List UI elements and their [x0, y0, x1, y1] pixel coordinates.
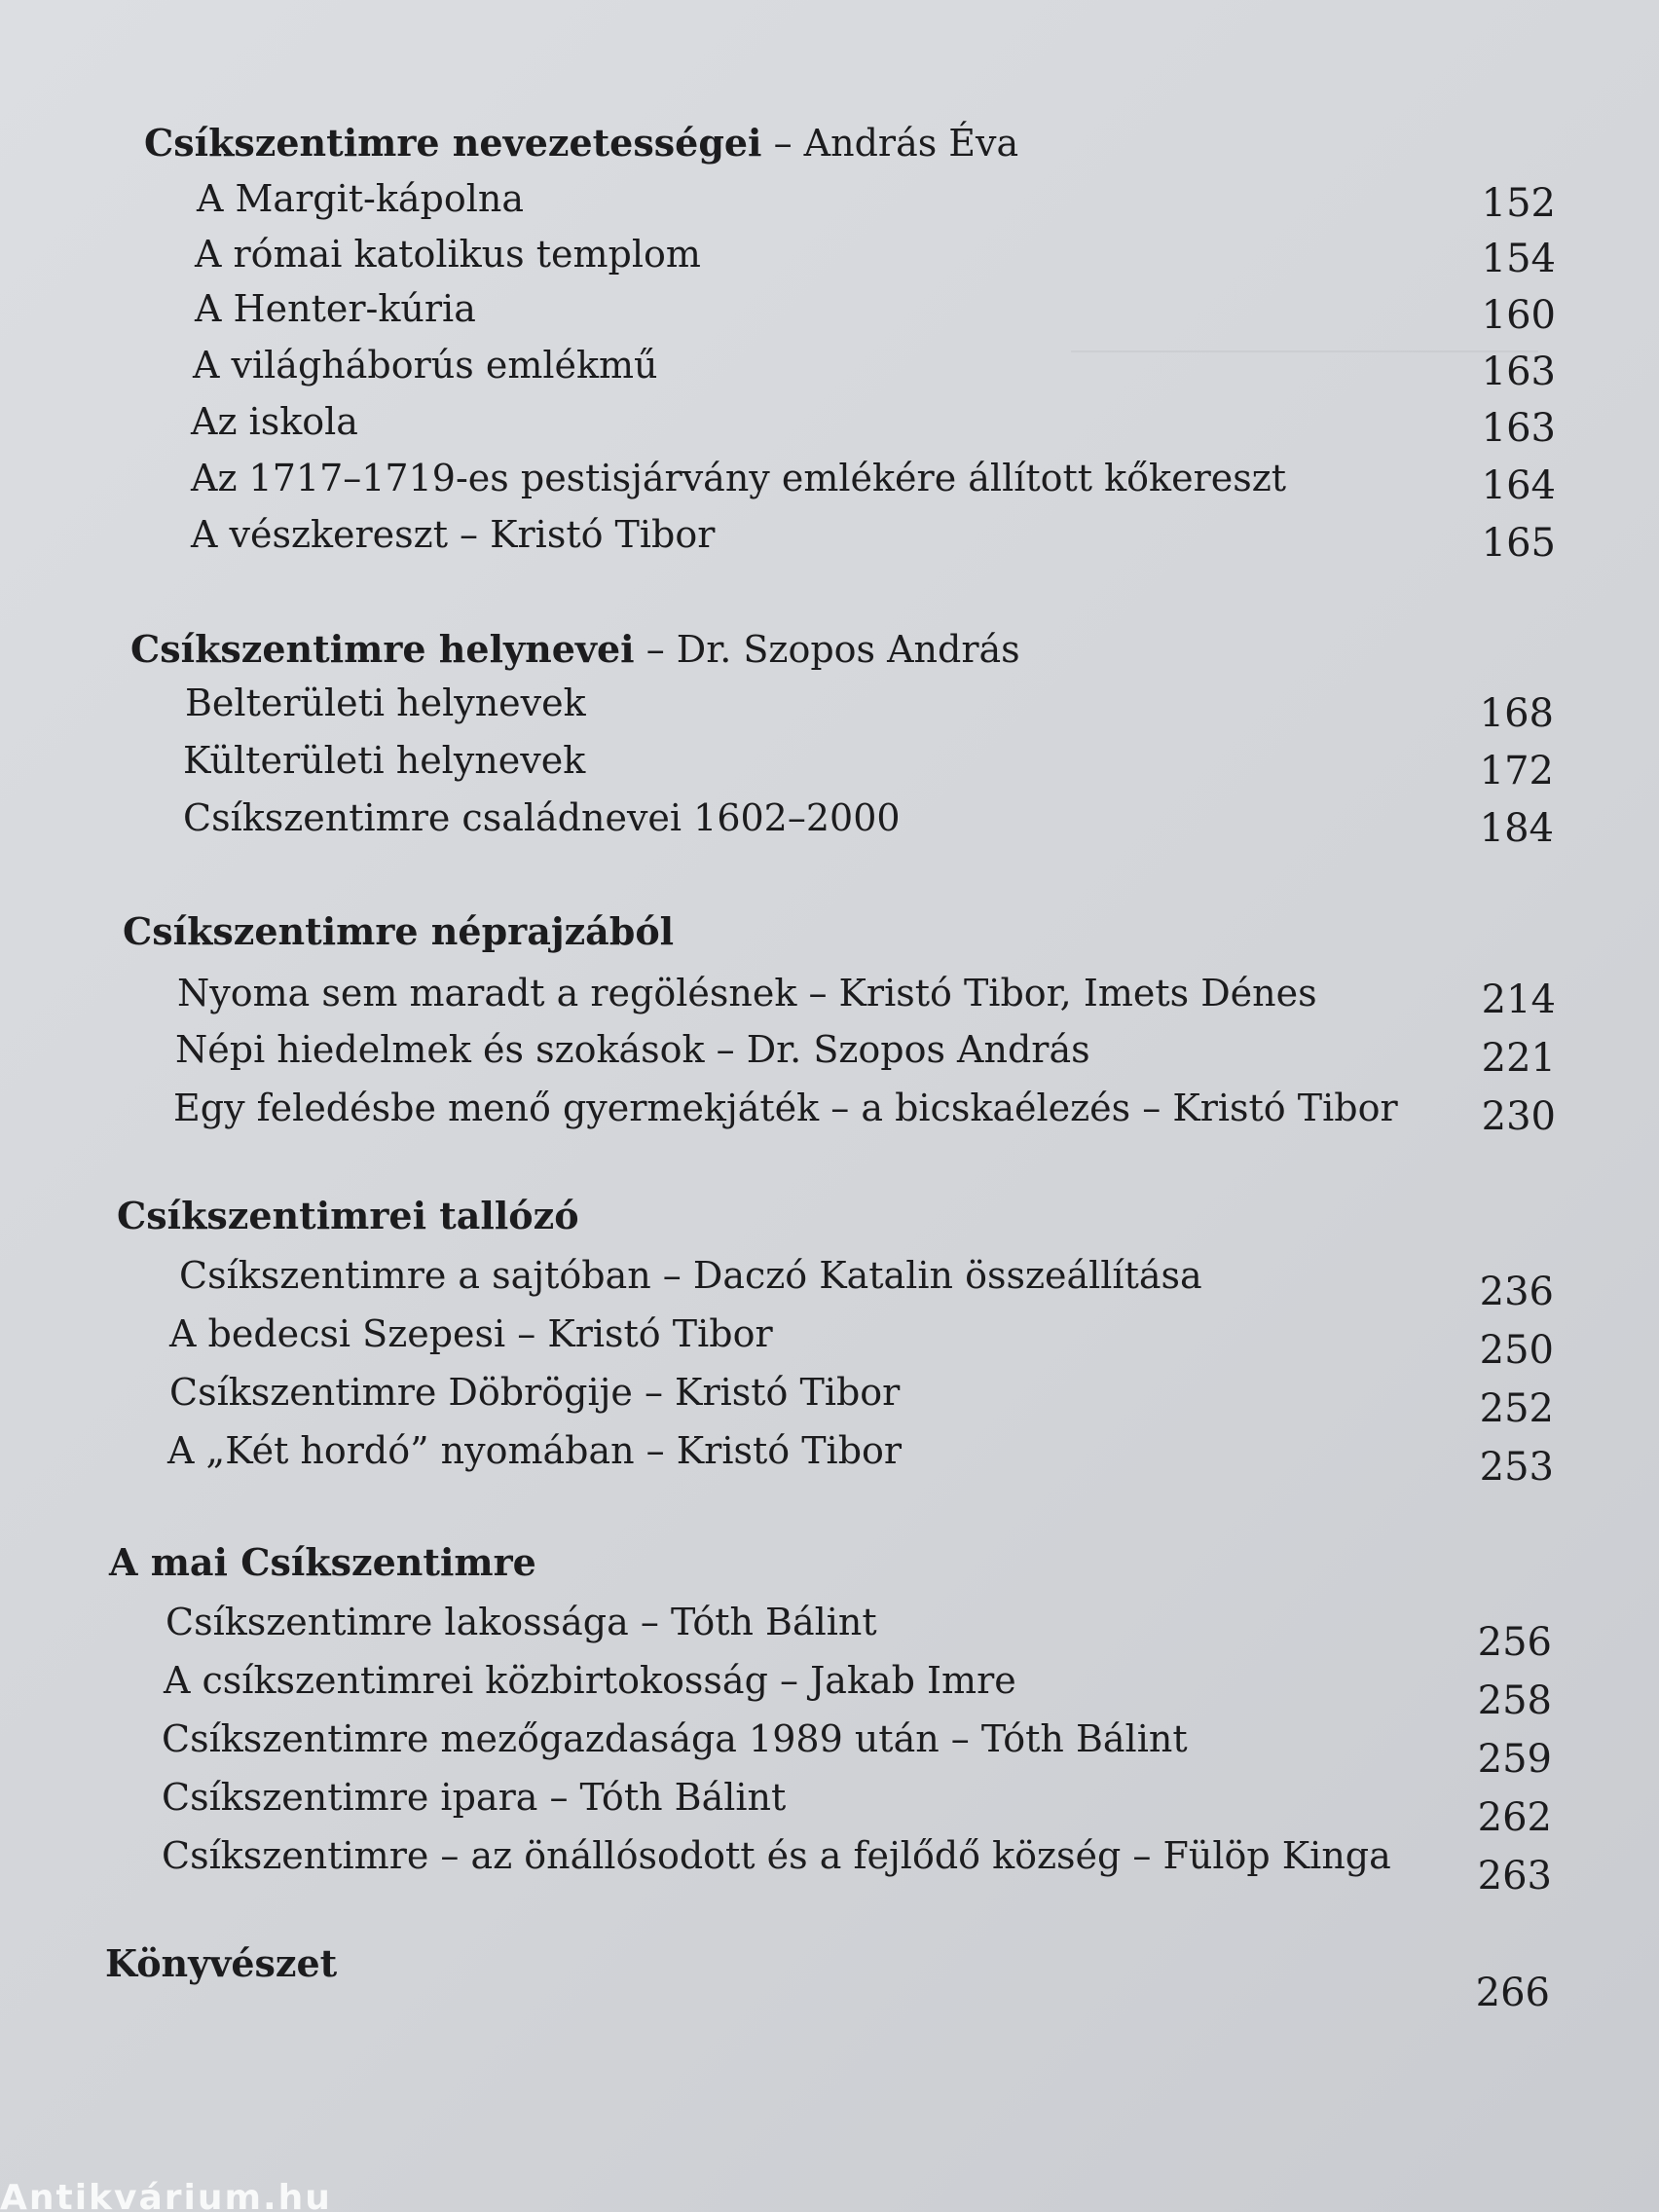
page-number: 160 — [1481, 293, 1556, 338]
section-author: – Dr. Szopos András — [634, 628, 1020, 671]
toc-entry: Külterületi helynevek — [183, 739, 586, 782]
section-title — [117, 1194, 579, 1237]
toc-entry: Belterületi helynevek — [185, 682, 586, 724]
section-title-text: A mai Csíkszentimre — [109, 1540, 536, 1584]
toc-entry: Csíkszentimre a sajtóban – Daczó Katalin összeállítása — [179, 1254, 1202, 1297]
page-number: 163 — [1481, 350, 1556, 394]
toc-entry: Egy feledésbe menő gyermekjáték – a bicskaélezés – Kristó Tibor — [173, 1087, 1398, 1129]
toc-entry: A „Két hordó” nyomában – Kristó Tibor — [167, 1429, 903, 1472]
toc-entry: Népi hiedelmek és szokások – Dr. Szopos András — [175, 1028, 1090, 1071]
page-number: 266 — [1475, 1971, 1550, 2015]
toc-entry: Csíkszentimre lakossága – Tóth Bálint — [166, 1601, 877, 1643]
toc-entry: Csíkszentimre ipara – Tóth Bálint — [162, 1776, 787, 1819]
toc-entry: A római katolikus templom — [195, 233, 701, 276]
page-number: 250 — [1479, 1328, 1554, 1373]
section-title-text: Csíkszentimre néprajzából — [123, 909, 675, 953]
page-number: 259 — [1477, 1737, 1552, 1782]
page-number: 163 — [1481, 406, 1556, 451]
toc-entry: Az iskola — [191, 400, 358, 443]
page-number: 262 — [1477, 1795, 1552, 1840]
page-number: 256 — [1477, 1620, 1552, 1665]
toc-entry: A Margit-kápolna — [197, 177, 525, 220]
watermark-logo: Antikvárium.hu — [0, 2178, 332, 2212]
section-title-text: Csíkszentimrei tallózó — [117, 1194, 579, 1237]
section-title — [109, 1540, 536, 1584]
toc-entry: A bedecsi Szepesi – Kristó Tibor — [169, 1312, 773, 1355]
page-number: 230 — [1481, 1094, 1556, 1139]
toc-entry: Csíkszentimre Döbrögije – Kristó Tibor — [169, 1371, 901, 1414]
section-title-text: Csíkszentimre helynevei — [130, 627, 635, 671]
toc-entry: Az 1717–1719-es pestisjárvány emlékére állított kőkereszt — [191, 457, 1287, 499]
page-number: 168 — [1479, 691, 1554, 736]
toc-entry: Csíkszentimre családnevei 1602–2000 — [183, 796, 901, 839]
page-number: 258 — [1477, 1678, 1552, 1723]
section-title — [144, 121, 1018, 165]
toc-entry: Csíkszentimre mezőgazdasága 1989 után – Tóth Bálint — [162, 1717, 1188, 1760]
section-title — [105, 1941, 337, 1985]
toc-entry: A vészkereszt – Kristó Tibor — [191, 513, 716, 556]
page-number: 214 — [1481, 977, 1556, 1022]
toc-entry: A világháborús emlékmű — [193, 344, 658, 387]
page-number: 154 — [1481, 237, 1556, 281]
page-number: 165 — [1481, 521, 1556, 566]
page-number: 221 — [1481, 1036, 1556, 1081]
page-number: 184 — [1479, 806, 1554, 851]
section-author: – András Éva — [761, 122, 1019, 165]
section-title — [123, 909, 674, 953]
page-number: 252 — [1479, 1386, 1554, 1431]
toc-entry: Csíkszentimre – az önállósodott és a fejlődő község – Fülöp Kinga — [162, 1834, 1391, 1877]
toc-entry: Nyoma sem maradt a regölésnek – Kristó Tibor, Imets Dénes — [177, 972, 1317, 1014]
page-number: 263 — [1477, 1854, 1552, 1899]
page-number: 236 — [1479, 1270, 1554, 1314]
page-number: 253 — [1479, 1445, 1554, 1490]
section-title-text: Csíkszentimre nevezetességei — [144, 121, 762, 165]
page-number: 172 — [1479, 749, 1554, 793]
page-number: 164 — [1481, 463, 1556, 508]
page-number: 152 — [1481, 181, 1556, 226]
section-title — [130, 627, 1020, 671]
toc-entry: A csíkszentimrei közbirtokosság – Jakab Imre — [164, 1659, 1016, 1702]
section-title-text: Könyvészet — [105, 1941, 338, 1985]
toc-entry: A Henter-kúria — [195, 287, 476, 330]
